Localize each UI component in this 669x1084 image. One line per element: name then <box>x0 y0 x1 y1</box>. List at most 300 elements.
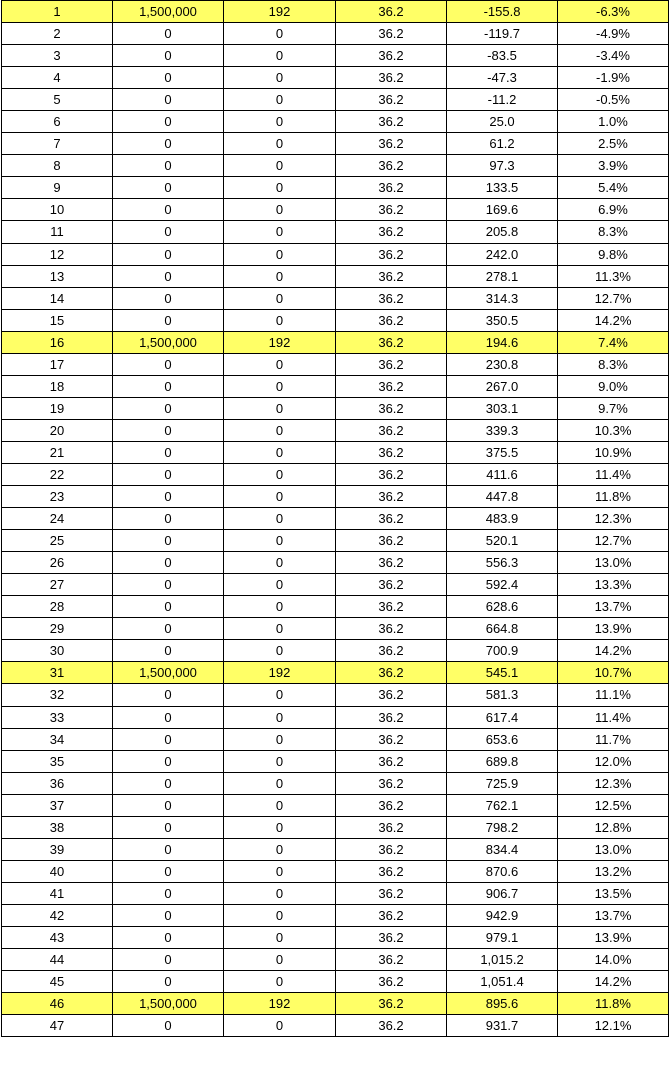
period-cell: 8 <box>2 155 113 177</box>
table-row <box>2 111 669 133</box>
rate-cell: 36.2 <box>336 552 447 574</box>
rate-cell: 36.2 <box>336 860 447 882</box>
rate-cell: 36.2 <box>336 816 447 838</box>
value-cell: 762.1 <box>447 794 558 816</box>
percent-cell: 9.0% <box>558 375 669 397</box>
table-row <box>2 772 669 794</box>
count-cell: 0 <box>224 971 336 993</box>
table-row <box>2 530 669 552</box>
percent-cell: 13.5% <box>558 882 669 904</box>
value-cell: 314.3 <box>447 287 558 309</box>
value-cell: -155.8 <box>447 1 558 23</box>
rate-cell: 36.2 <box>336 419 447 441</box>
value-cell: 700.9 <box>447 640 558 662</box>
period-cell: 24 <box>2 508 113 530</box>
period-cell: 34 <box>2 728 113 750</box>
investment-cell: 0 <box>113 794 224 816</box>
percent-cell: 14.2% <box>558 309 669 331</box>
table-row <box>2 728 669 750</box>
value-cell: 25.0 <box>447 111 558 133</box>
period-cell: 32 <box>2 684 113 706</box>
period-cell: 22 <box>2 463 113 485</box>
count-cell: 0 <box>224 508 336 530</box>
percent-cell: 11.8% <box>558 486 669 508</box>
rate-cell: 36.2 <box>336 993 447 1015</box>
period-cell: 31 <box>2 662 113 684</box>
value-cell: 483.9 <box>447 508 558 530</box>
count-cell: 0 <box>224 750 336 772</box>
investment-cell: 0 <box>113 684 224 706</box>
period-cell: 25 <box>2 530 113 552</box>
table-row <box>2 397 669 419</box>
count-cell: 192 <box>224 662 336 684</box>
rate-cell: 36.2 <box>336 243 447 265</box>
percent-cell: 1.0% <box>558 111 669 133</box>
count-cell: 0 <box>224 309 336 331</box>
rate-cell: 36.2 <box>336 23 447 45</box>
count-cell: 0 <box>224 463 336 485</box>
highlighted-table-row <box>2 993 669 1015</box>
rate-cell: 36.2 <box>336 684 447 706</box>
value-cell: 169.6 <box>447 199 558 221</box>
period-cell: 20 <box>2 419 113 441</box>
rate-cell: 36.2 <box>336 750 447 772</box>
period-cell: 14 <box>2 287 113 309</box>
value-cell: 628.6 <box>447 596 558 618</box>
investment-cell: 0 <box>113 618 224 640</box>
table-row <box>2 221 669 243</box>
value-cell: -47.3 <box>447 67 558 89</box>
investment-cell: 0 <box>113 67 224 89</box>
table-row <box>2 971 669 993</box>
percent-cell: 11.8% <box>558 993 669 1015</box>
count-cell: 0 <box>224 706 336 728</box>
percent-cell: 12.3% <box>558 772 669 794</box>
investment-cell: 0 <box>113 750 224 772</box>
rate-cell: 36.2 <box>336 508 447 530</box>
count-cell: 0 <box>224 133 336 155</box>
rate-cell: 36.2 <box>336 353 447 375</box>
period-cell: 17 <box>2 353 113 375</box>
percent-cell: 12.5% <box>558 794 669 816</box>
rate-cell: 36.2 <box>336 949 447 971</box>
investment-cell: 0 <box>113 640 224 662</box>
count-cell: 0 <box>224 618 336 640</box>
value-cell: 133.5 <box>447 177 558 199</box>
count-cell: 0 <box>224 375 336 397</box>
value-cell: 798.2 <box>447 816 558 838</box>
table-row <box>2 860 669 882</box>
table-row <box>2 838 669 860</box>
count-cell: 0 <box>224 640 336 662</box>
count-cell: 0 <box>224 243 336 265</box>
percent-cell: 8.3% <box>558 353 669 375</box>
rate-cell: 36.2 <box>336 45 447 67</box>
rate-cell: 36.2 <box>336 618 447 640</box>
rate-cell: 36.2 <box>336 375 447 397</box>
investment-cell: 0 <box>113 949 224 971</box>
table-row <box>2 574 669 596</box>
rate-cell: 36.2 <box>336 1015 447 1037</box>
table-row <box>2 67 669 89</box>
investment-cell: 0 <box>113 530 224 552</box>
table-row <box>2 309 669 331</box>
value-cell: 97.3 <box>447 155 558 177</box>
investment-cell: 0 <box>113 419 224 441</box>
table-row <box>2 419 669 441</box>
table-row <box>2 463 669 485</box>
rate-cell: 36.2 <box>336 574 447 596</box>
count-cell: 0 <box>224 838 336 860</box>
count-cell: 0 <box>224 67 336 89</box>
value-cell: 592.4 <box>447 574 558 596</box>
percent-cell: 13.7% <box>558 904 669 926</box>
value-cell: 447.8 <box>447 486 558 508</box>
investment-cell: 0 <box>113 1015 224 1037</box>
rate-cell: 36.2 <box>336 199 447 221</box>
table-row <box>2 353 669 375</box>
count-cell: 0 <box>224 728 336 750</box>
investment-cell: 0 <box>113 243 224 265</box>
investment-cell: 0 <box>113 133 224 155</box>
count-cell: 0 <box>224 530 336 552</box>
investment-cell: 0 <box>113 486 224 508</box>
table-body <box>2 1 669 1037</box>
investment-cell: 0 <box>113 45 224 67</box>
rate-cell: 36.2 <box>336 133 447 155</box>
highlighted-table-row <box>2 1 669 23</box>
percent-cell: -3.4% <box>558 45 669 67</box>
period-cell: 43 <box>2 926 113 948</box>
percent-cell: 10.9% <box>558 441 669 463</box>
period-cell: 26 <box>2 552 113 574</box>
period-cell: 27 <box>2 574 113 596</box>
percent-cell: 12.8% <box>558 816 669 838</box>
percent-cell: 11.3% <box>558 265 669 287</box>
period-cell: 41 <box>2 882 113 904</box>
period-cell: 18 <box>2 375 113 397</box>
count-cell: 192 <box>224 1 336 23</box>
period-cell: 33 <box>2 706 113 728</box>
investment-cell: 1,500,000 <box>113 662 224 684</box>
rate-cell: 36.2 <box>336 728 447 750</box>
percent-cell: 13.0% <box>558 552 669 574</box>
percent-cell: 9.7% <box>558 397 669 419</box>
investment-cell: 0 <box>113 838 224 860</box>
table-row <box>2 155 669 177</box>
value-cell: 194.6 <box>447 331 558 353</box>
table-row <box>2 287 669 309</box>
investment-cell: 0 <box>113 221 224 243</box>
value-cell: 895.6 <box>447 993 558 1015</box>
table-row <box>2 265 669 287</box>
value-cell: 205.8 <box>447 221 558 243</box>
investment-cell: 0 <box>113 23 224 45</box>
count-cell: 0 <box>224 486 336 508</box>
count-cell: 0 <box>224 155 336 177</box>
percent-cell: 5.4% <box>558 177 669 199</box>
investment-cell: 0 <box>113 926 224 948</box>
count-cell: 0 <box>224 353 336 375</box>
value-cell: 689.8 <box>447 750 558 772</box>
count-cell: 0 <box>224 199 336 221</box>
table-row <box>2 552 669 574</box>
rate-cell: 36.2 <box>336 155 447 177</box>
table-row <box>2 89 669 111</box>
rate-cell: 36.2 <box>336 221 447 243</box>
percent-cell: 8.3% <box>558 221 669 243</box>
value-cell: 979.1 <box>447 926 558 948</box>
investment-cell: 0 <box>113 728 224 750</box>
count-cell: 0 <box>224 882 336 904</box>
period-cell: 15 <box>2 309 113 331</box>
period-cell: 9 <box>2 177 113 199</box>
percent-cell: -0.5% <box>558 89 669 111</box>
period-cell: 19 <box>2 397 113 419</box>
table-row <box>2 177 669 199</box>
table-row <box>2 508 669 530</box>
value-cell: 870.6 <box>447 860 558 882</box>
count-cell: 192 <box>224 331 336 353</box>
period-cell: 23 <box>2 486 113 508</box>
value-cell: 339.3 <box>447 419 558 441</box>
table-row <box>2 816 669 838</box>
investment-cell: 0 <box>113 111 224 133</box>
table-row <box>2 949 669 971</box>
count-cell: 0 <box>224 45 336 67</box>
value-cell: 653.6 <box>447 728 558 750</box>
rate-cell: 36.2 <box>336 397 447 419</box>
value-cell: 375.5 <box>447 441 558 463</box>
table-row <box>2 45 669 67</box>
percent-cell: 14.0% <box>558 949 669 971</box>
rate-cell: 36.2 <box>336 177 447 199</box>
investment-cell: 1,500,000 <box>113 993 224 1015</box>
percent-cell: 14.2% <box>558 971 669 993</box>
investment-cell: 0 <box>113 552 224 574</box>
period-cell: 36 <box>2 772 113 794</box>
count-cell: 0 <box>224 265 336 287</box>
investment-cell: 0 <box>113 441 224 463</box>
table-row <box>2 1015 669 1037</box>
table-row <box>2 243 669 265</box>
percent-cell: 13.0% <box>558 838 669 860</box>
count-cell: 0 <box>224 441 336 463</box>
period-cell: 1 <box>2 1 113 23</box>
value-cell: 556.3 <box>447 552 558 574</box>
table-row <box>2 486 669 508</box>
count-cell: 0 <box>224 287 336 309</box>
percent-cell: 12.7% <box>558 287 669 309</box>
value-cell: 725.9 <box>447 772 558 794</box>
rate-cell: 36.2 <box>336 640 447 662</box>
table-row <box>2 618 669 640</box>
table-row <box>2 794 669 816</box>
investment-cell: 0 <box>113 882 224 904</box>
count-cell: 0 <box>224 1015 336 1037</box>
investment-cell: 0 <box>113 904 224 926</box>
table-row <box>2 706 669 728</box>
period-cell: 11 <box>2 221 113 243</box>
count-cell: 192 <box>224 993 336 1015</box>
period-cell: 12 <box>2 243 113 265</box>
table-row <box>2 750 669 772</box>
investment-cell: 0 <box>113 177 224 199</box>
period-cell: 46 <box>2 993 113 1015</box>
investment-cell: 1,500,000 <box>113 331 224 353</box>
percent-cell: 6.9% <box>558 199 669 221</box>
value-cell: 303.1 <box>447 397 558 419</box>
rate-cell: 36.2 <box>336 1 447 23</box>
period-cell: 39 <box>2 838 113 860</box>
value-cell: 834.4 <box>447 838 558 860</box>
period-cell: 35 <box>2 750 113 772</box>
count-cell: 0 <box>224 816 336 838</box>
rate-cell: 36.2 <box>336 486 447 508</box>
investment-cell: 0 <box>113 89 224 111</box>
count-cell: 0 <box>224 574 336 596</box>
rate-cell: 36.2 <box>336 971 447 993</box>
percent-cell: 13.9% <box>558 926 669 948</box>
highlighted-table-row <box>2 662 669 684</box>
period-cell: 16 <box>2 331 113 353</box>
period-cell: 13 <box>2 265 113 287</box>
count-cell: 0 <box>224 552 336 574</box>
table-row <box>2 199 669 221</box>
investment-cell: 0 <box>113 199 224 221</box>
count-cell: 0 <box>224 419 336 441</box>
percent-cell: 12.1% <box>558 1015 669 1037</box>
period-cell: 45 <box>2 971 113 993</box>
count-cell: 0 <box>224 904 336 926</box>
rate-cell: 36.2 <box>336 89 447 111</box>
table-row <box>2 684 669 706</box>
rate-cell: 36.2 <box>336 111 447 133</box>
investment-cell: 0 <box>113 860 224 882</box>
percent-cell: 12.3% <box>558 508 669 530</box>
highlighted-table-row <box>2 331 669 353</box>
count-cell: 0 <box>224 397 336 419</box>
count-cell: 0 <box>224 177 336 199</box>
table-row <box>2 375 669 397</box>
investment-cell: 0 <box>113 309 224 331</box>
percent-cell: 3.9% <box>558 155 669 177</box>
investment-cell: 0 <box>113 574 224 596</box>
investment-cell: 0 <box>113 375 224 397</box>
percent-cell: -1.9% <box>558 67 669 89</box>
period-cell: 5 <box>2 89 113 111</box>
period-cell: 47 <box>2 1015 113 1037</box>
period-cell: 37 <box>2 794 113 816</box>
count-cell: 0 <box>224 111 336 133</box>
rate-cell: 36.2 <box>336 794 447 816</box>
value-cell: -83.5 <box>447 45 558 67</box>
investment-cell: 0 <box>113 397 224 419</box>
value-cell: 278.1 <box>447 265 558 287</box>
period-cell: 10 <box>2 199 113 221</box>
rate-cell: 36.2 <box>336 706 447 728</box>
percent-cell: -4.9% <box>558 23 669 45</box>
rate-cell: 36.2 <box>336 926 447 948</box>
count-cell: 0 <box>224 772 336 794</box>
investment-cell: 0 <box>113 596 224 618</box>
value-cell: 906.7 <box>447 882 558 904</box>
rate-cell: 36.2 <box>336 530 447 552</box>
period-cell: 29 <box>2 618 113 640</box>
investment-cell: 0 <box>113 463 224 485</box>
value-cell: 1,015.2 <box>447 949 558 971</box>
rate-cell: 36.2 <box>336 287 447 309</box>
value-cell: 267.0 <box>447 375 558 397</box>
value-cell: 520.1 <box>447 530 558 552</box>
table-row <box>2 133 669 155</box>
count-cell: 0 <box>224 221 336 243</box>
investment-cell: 0 <box>113 508 224 530</box>
period-cell: 30 <box>2 640 113 662</box>
investment-cell: 0 <box>113 772 224 794</box>
count-cell: 0 <box>224 860 336 882</box>
count-cell: 0 <box>224 926 336 948</box>
period-cell: 2 <box>2 23 113 45</box>
rate-cell: 36.2 <box>336 772 447 794</box>
table-row <box>2 882 669 904</box>
percent-cell: 10.3% <box>558 419 669 441</box>
period-cell: 21 <box>2 441 113 463</box>
value-cell: 931.7 <box>447 1015 558 1037</box>
value-cell: 664.8 <box>447 618 558 640</box>
value-cell: 617.4 <box>447 706 558 728</box>
period-cell: 28 <box>2 596 113 618</box>
percent-cell: 7.4% <box>558 331 669 353</box>
percent-cell: 11.4% <box>558 463 669 485</box>
period-cell: 4 <box>2 67 113 89</box>
value-cell: 581.3 <box>447 684 558 706</box>
table-row <box>2 640 669 662</box>
table-row <box>2 904 669 926</box>
count-cell: 0 <box>224 23 336 45</box>
count-cell: 0 <box>224 949 336 971</box>
rate-cell: 36.2 <box>336 838 447 860</box>
percent-cell: 13.3% <box>558 574 669 596</box>
count-cell: 0 <box>224 684 336 706</box>
investment-cell: 0 <box>113 353 224 375</box>
value-cell: -119.7 <box>447 23 558 45</box>
percent-cell: 12.0% <box>558 750 669 772</box>
value-cell: 545.1 <box>447 662 558 684</box>
percent-cell: 13.2% <box>558 860 669 882</box>
value-cell: 411.6 <box>447 463 558 485</box>
table-row <box>2 596 669 618</box>
rate-cell: 36.2 <box>336 596 447 618</box>
period-cell: 6 <box>2 111 113 133</box>
rate-cell: 36.2 <box>336 309 447 331</box>
percent-cell: 11.4% <box>558 706 669 728</box>
percent-cell: 11.1% <box>558 684 669 706</box>
table-row <box>2 441 669 463</box>
investment-cell: 0 <box>113 816 224 838</box>
percent-cell: 13.7% <box>558 596 669 618</box>
investment-cell: 0 <box>113 706 224 728</box>
investment-cell: 1,500,000 <box>113 1 224 23</box>
table-row <box>2 926 669 948</box>
percent-cell: 9.8% <box>558 243 669 265</box>
value-cell: 242.0 <box>447 243 558 265</box>
investment-cell: 0 <box>113 287 224 309</box>
rate-cell: 36.2 <box>336 67 447 89</box>
rate-cell: 36.2 <box>336 463 447 485</box>
period-cell: 7 <box>2 133 113 155</box>
investment-cell: 0 <box>113 265 224 287</box>
